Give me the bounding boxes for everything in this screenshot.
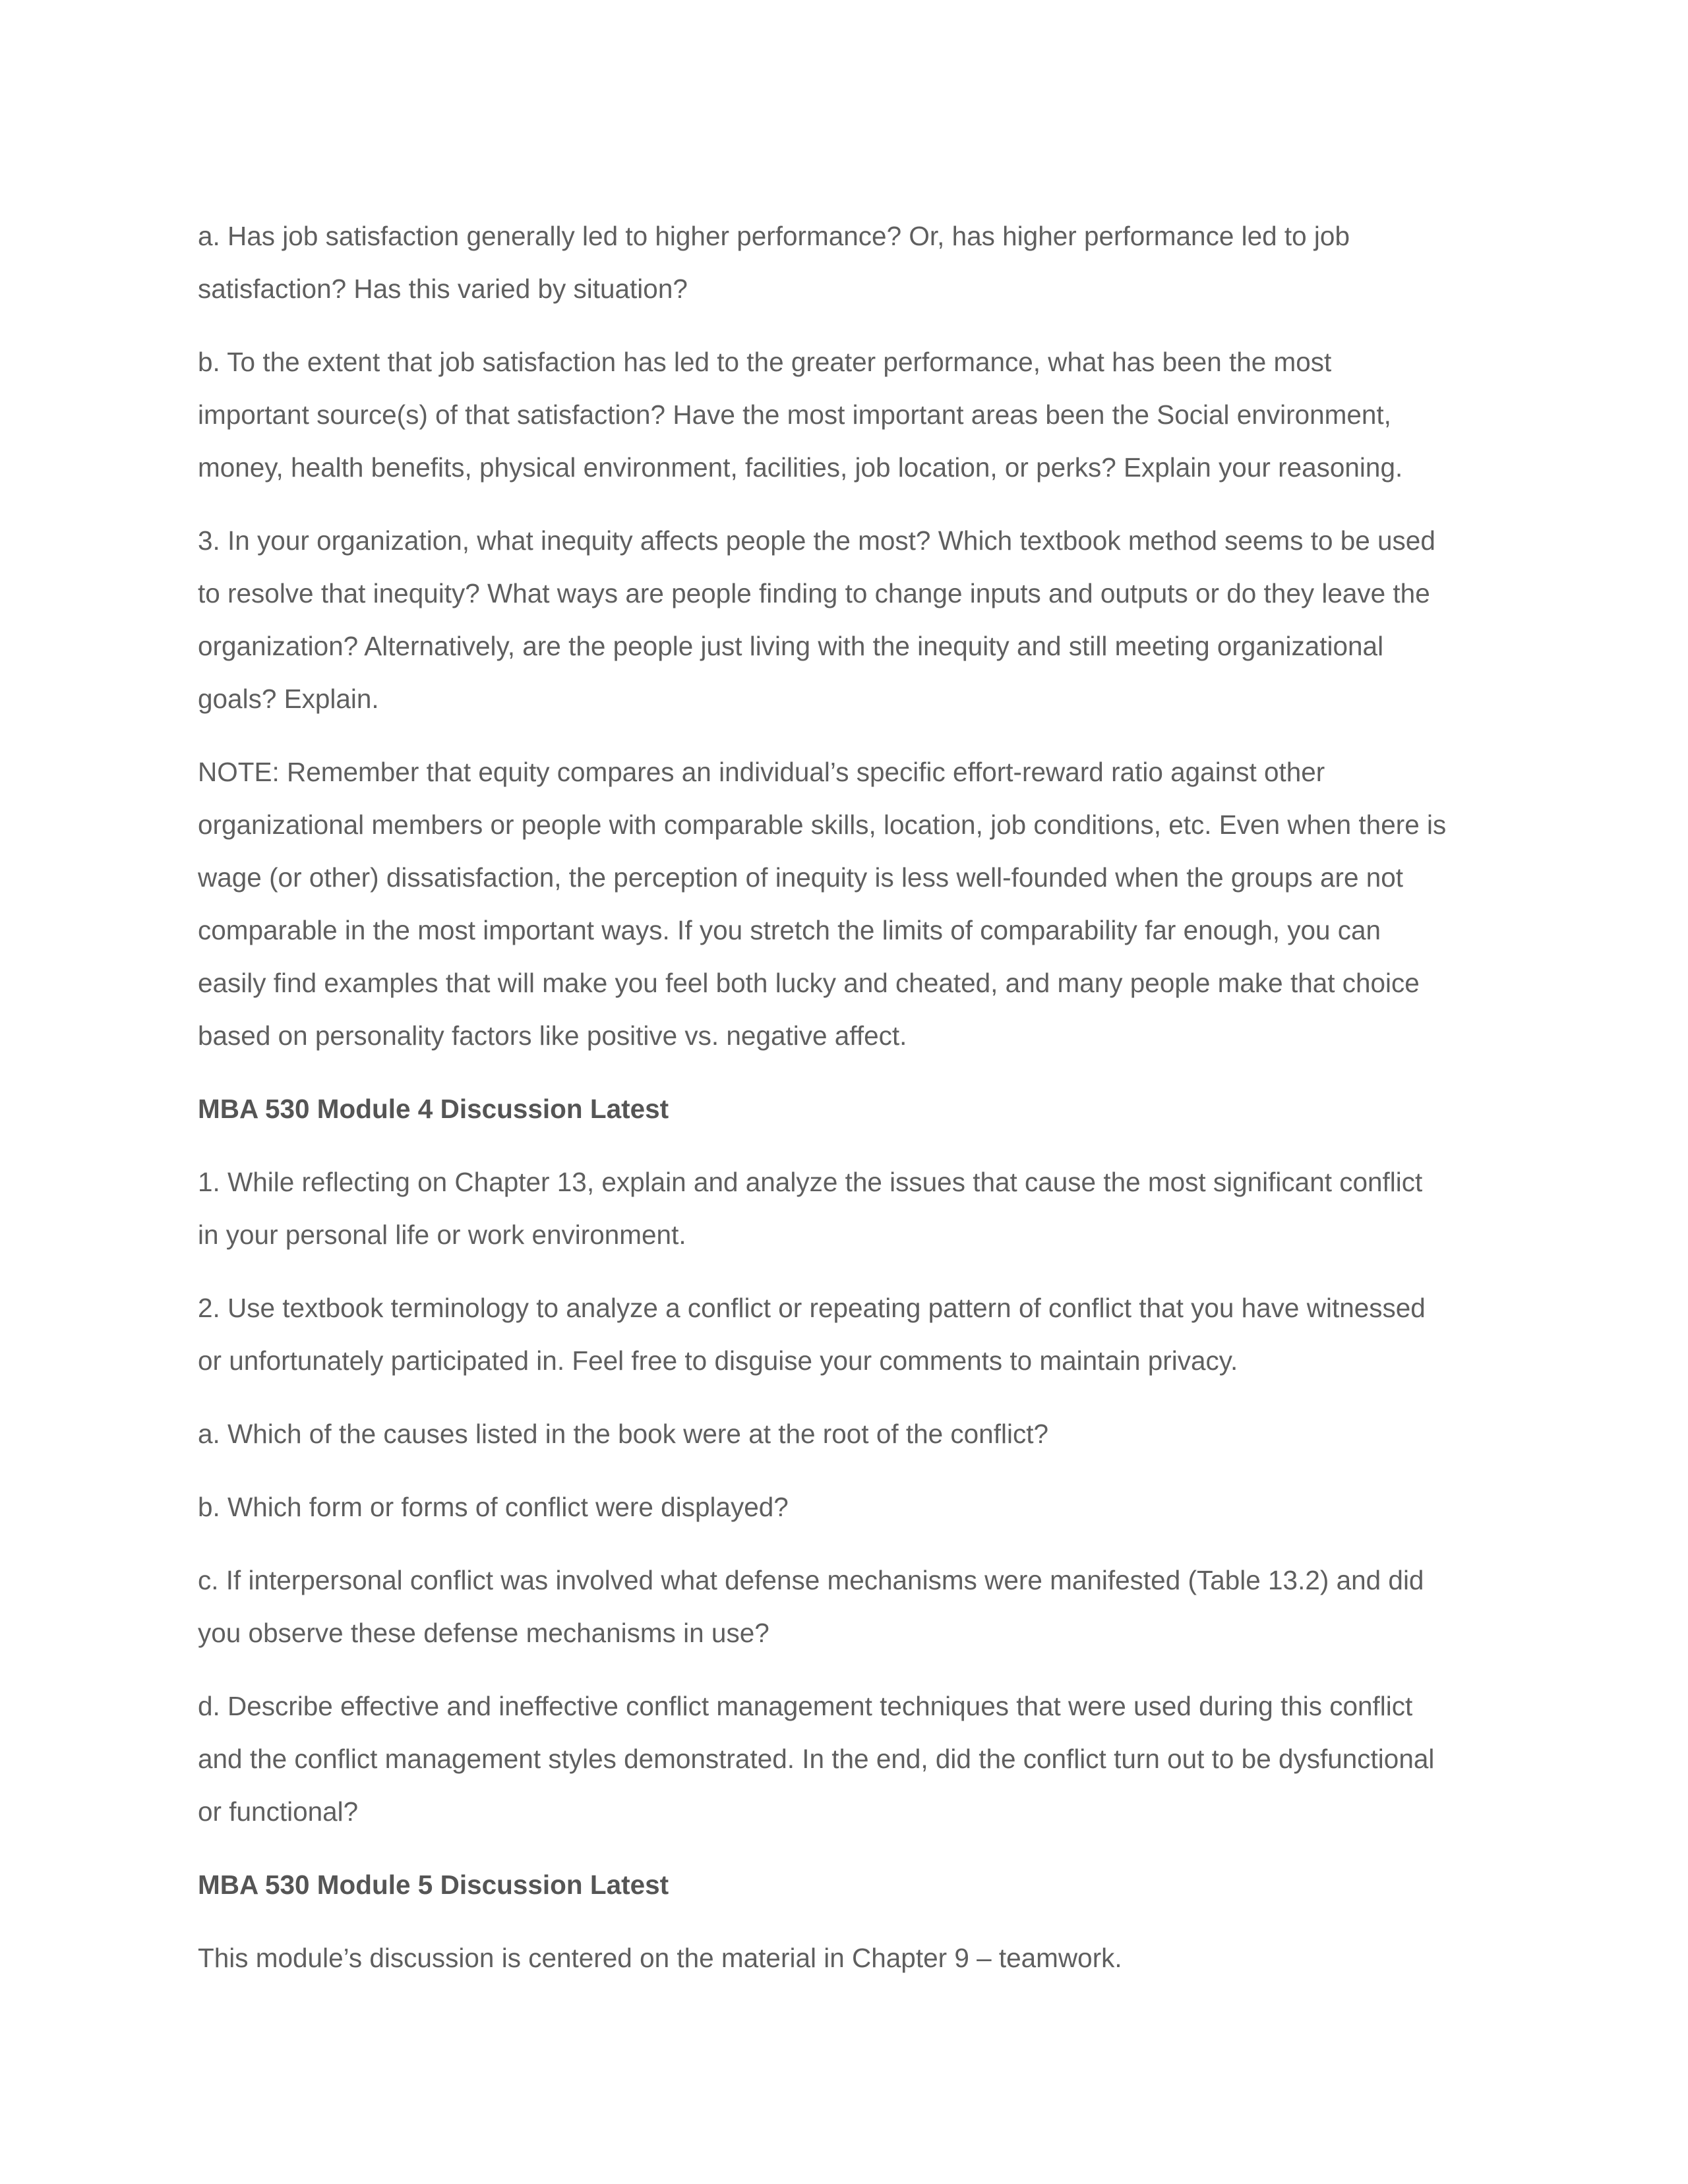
text-line: and the conflict management styles demonstrated. In the end, did the conflict turn out to be dysfunctional xyxy=(198,1744,1435,1774)
text-line: c. If interpersonal conflict was involved what defense mechanisms were manifested (Table 13.2) and did xyxy=(198,1565,1424,1595)
section-heading-module-4: MBA 530 Module 4 Discussion Latest xyxy=(198,1094,669,1124)
paragraph-conflict-question-2 xyxy=(198,1282,1497,1387)
text-line: NOTE: Remember that equity compares an individual’s specific effort-reward ratio against other xyxy=(198,757,1325,787)
paragraph-conflict-a xyxy=(198,1407,1497,1460)
text-line: to resolve that inequity? What ways are people finding to change inputs and outputs or do they leave the xyxy=(198,578,1430,608)
text-line: easily find examples that will make you feel both lucky and cheated, and many people make that choice xyxy=(198,968,1420,998)
text-line: b. To the extent that job satisfaction has led to the greater performance, what has been the most xyxy=(198,347,1332,377)
text-line: or unfortunately participated in. Feel free to disguise your comments to maintain privacy. xyxy=(198,1345,1238,1376)
text-line: you observe these defense mechanisms in use? xyxy=(198,1618,769,1648)
text-line: comparable in the most important ways. If you stretch the limits of comparability far enough, you can xyxy=(198,915,1381,945)
text-line: 3. In your organization, what inequity affects people the most? Which textbook method seems to be used xyxy=(198,525,1435,556)
text-line: a. Which of the causes listed in the book were at the root of the conflict? xyxy=(198,1419,1048,1449)
paragraph-conflict-d xyxy=(198,1680,1497,1838)
paragraph-job-satisfaction-a xyxy=(198,210,1497,315)
text-line: based on personality factors like positive vs. negative affect. xyxy=(198,1020,907,1051)
text-line: important source(s) of that satisfaction? Have the most important areas been the Social environment, xyxy=(198,399,1391,430)
text-line: goals? Explain. xyxy=(198,684,379,714)
paragraph-teamwork xyxy=(198,1932,1497,1984)
paragraph-conflict-question-1 xyxy=(198,1156,1497,1261)
text-line: 2. Use textbook terminology to analyze a conflict or repeating pattern of conflict that you have witnessed xyxy=(198,1293,1426,1323)
text-line: 1. While reflecting on Chapter 13, explain and analyze the issues that cause the most significant conflict xyxy=(198,1167,1423,1197)
paragraph-inequity-question xyxy=(198,514,1497,725)
text-line: in your personal life or work environment. xyxy=(198,1220,686,1250)
section-heading-module-5: MBA 530 Module 5 Discussion Latest xyxy=(198,1870,669,1900)
text-line: or functional? xyxy=(198,1796,359,1827)
text-line: satisfaction? Has this varied by situation? xyxy=(198,274,688,304)
text-line: wage (or other) dissatisfaction, the perception of inequity is less well-founded when the groups are not xyxy=(198,862,1404,893)
paragraph-equity-note xyxy=(198,746,1497,1062)
text-line: a. Has job satisfaction generally led to higher performance? Or, has higher performance led to job xyxy=(198,221,1350,251)
text-line: organizational members or people with comparable skills, location, job conditions, etc. Even when there is xyxy=(198,810,1447,840)
text-line: d. Describe effective and ineffective conflict management techniques that were used during this conflict xyxy=(198,1691,1413,1721)
text-line: b. Which form or forms of conflict were displayed? xyxy=(198,1492,789,1522)
paragraph-job-satisfaction-b xyxy=(198,336,1497,494)
paragraph-conflict-b xyxy=(198,1481,1497,1533)
text-line: This module’s discussion is centered on the material in Chapter 9 – teamwork. xyxy=(198,1943,1122,1973)
text-line: money, health benefits, physical environment, facilities, job location, or perks? Explain your reasoning. xyxy=(198,452,1403,483)
document-page xyxy=(198,210,1497,2005)
paragraph-conflict-c xyxy=(198,1554,1497,1659)
text-line: organization? Alternatively, are the people just living with the inequity and still meeting organizational xyxy=(198,631,1384,661)
